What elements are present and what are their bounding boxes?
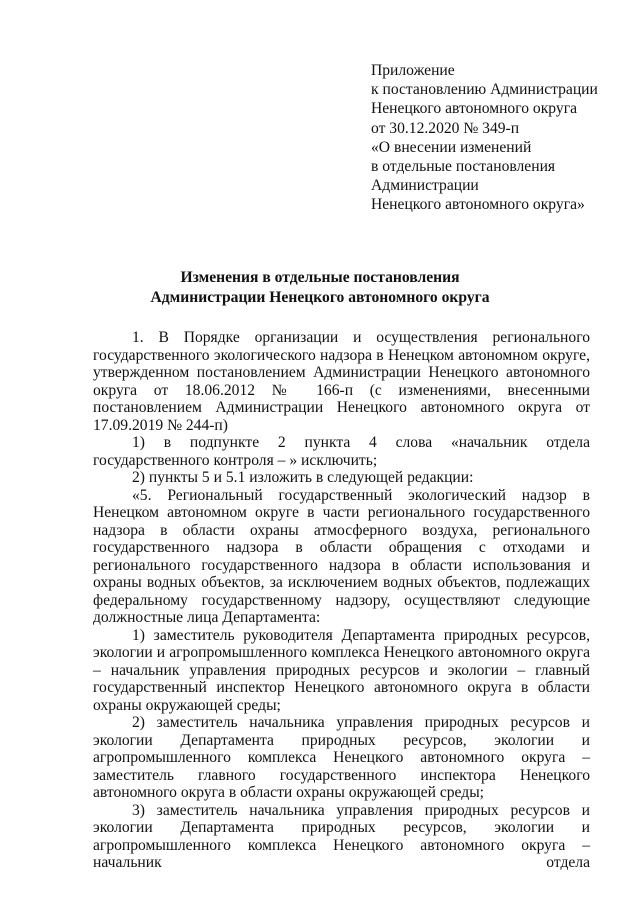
paragraph: 2) пункты 5 и 5.1 изложить в следующей редакции: — [132, 469, 474, 486]
appendix-line: Администрации — [371, 177, 479, 195]
title-line: Изменения в отдельные постановления — [180, 269, 460, 286]
title-line: Администрации Ненецкого автономного округа — [150, 288, 490, 306]
appendix-line: в отдельные постановления — [371, 158, 556, 176]
appendix-line: к постановлению Администрации — [371, 81, 598, 99]
paragraph: 3) заместитель начальника управления природных ресурсов и экологии Департамента природных ресурсов, экологии и агропромышленного комплекса Ненецкого автономного округа – начальник отдела — [93, 801, 590, 871]
document-body — [93, 329, 590, 872]
paragraph: 1) в подпункте 2 пункта 4 слова «начальник отдела государственного контроля – » исключить; — [93, 434, 590, 469]
paragraph: 1. В Порядке организации и осуществления регионального государственного экологического надзора в Ненецком автономном округе, утвержденном постановлением Администрации Ненецкого автономного округа от 18.06.2012 № 166-п (с изменениями, внесенными постановлением Администрации Ненецкого автономного округа от 17.09.2019 № 244-п) — [93, 329, 590, 434]
appendix-line: Ненецкого автономного округа — [371, 100, 578, 118]
appendix-line: «О внесении изменений — [371, 138, 532, 156]
document-title — [0, 268, 640, 307]
paragraph: «5. Региональный государственный экологический надзор в Ненецком автономном округе в части регионального государственного надзора в области охраны атмосферного воздуха, регионального государственного надзора в области обращения с отходами и регионального государственного надзора в области использования и охраны водных объектов, за исключением водных объектов, подлежащих федеральному государственному надзору, осуществляют следующие должностные лица Департамента: — [93, 486, 590, 626]
paragraph: 1) заместитель руководителя Департамента природных ресурсов, экологии и агропромышленного комплекса Ненецкого автономного округа – начальник управления природных ресурсов и экологии – главный государственный инспектор Ненецкого автономного округа в области охраны окружающей среды; — [93, 626, 590, 714]
appendix-line: Приложение — [371, 62, 455, 79]
appendix-header — [371, 61, 636, 215]
appendix-line: от 30.12.2020 № 349-п — [371, 119, 520, 137]
paragraph: 2) заместитель начальника управления природных ресурсов и экологии Департамента природных ресурсов, экологии и агропромышленного комплекса Ненецкого автономного округа – заместитель главного государственного инспектора Ненецкого автономного округа в области охраны окружающей среды; — [93, 714, 590, 801]
appendix-line: Ненецкого автономного округа» — [371, 196, 585, 214]
